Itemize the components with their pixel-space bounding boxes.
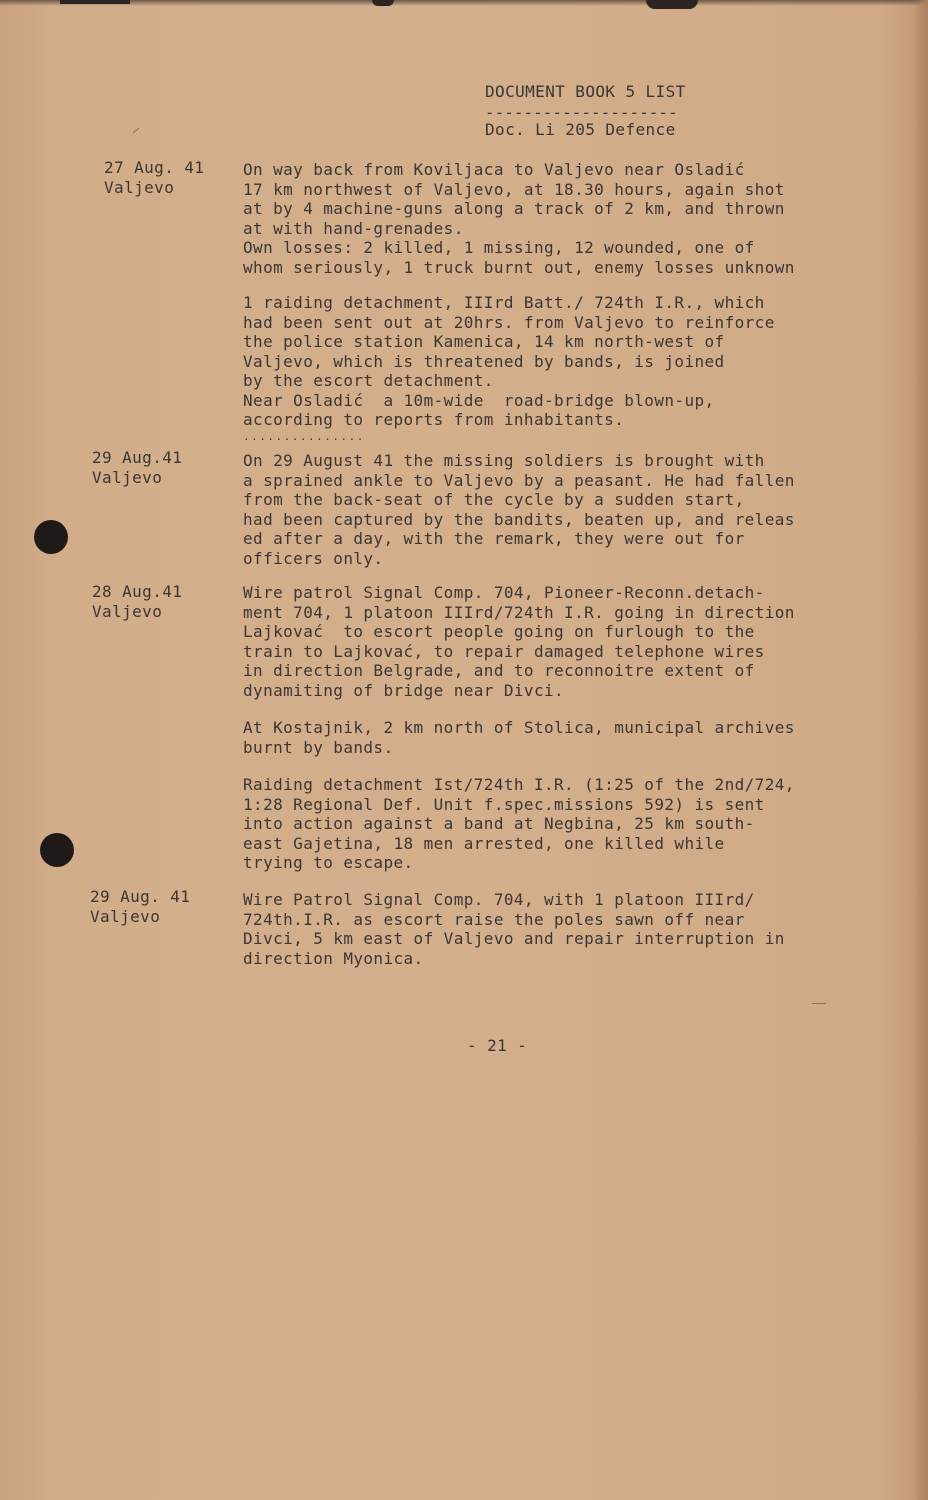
- entry-date: 29 Aug. 41: [90, 887, 191, 906]
- pencil-mark: [133, 128, 140, 134]
- entry-paragraph: On way back from Koviljaca to Valjevo near Osladić 17 km northwest of Valjevo, at 18.30 hours, again shot at by 4 machine-guns along a track of 2 km, and thrown at with hand-grenades. Own losses: 2 killed, 1 missing, 12 wounded, one of whom seriously, 1 truck burnt out, enemy losses unknown: [243, 160, 795, 277]
- entry-paragraph: Wire Patrol Signal Comp. 704, with 1 platoon IIIrd/ 724th.I.R. as escort raise the poles sawn off near Divci, 5 km east of Valjevo and repair interruption in direction Myonica.: [243, 890, 785, 968]
- entry-date: 27 Aug. 41: [104, 158, 205, 177]
- document-title: DOCUMENT BOOK 5 LIST: [485, 82, 686, 101]
- entry-separator: ...............: [243, 430, 365, 443]
- punch-hole-upper: [34, 520, 68, 554]
- binding-mark-center: [372, 0, 394, 6]
- punch-hole-lower: [40, 833, 74, 867]
- top-edge-shadow: [0, 0, 928, 6]
- entry-paragraph: On 29 August 41 the missing soldiers is brought with a sprained ankle to Valjevo by a peasant. He had fallen from the back-seat of the cycle by a sudden start, had been captured by the bandits, beaten up, and releas ed after a day, with the remark, they were out for officers only.: [243, 451, 795, 568]
- entry-paragraph: Wire patrol Signal Comp. 704, Pioneer-Reconn.detach- ment 704, 1 platoon IIIrd/724th I.R. going in direction Lajkovać to escort people going on furlough to the train to Lajkovać, to repair damaged telephone wires in direction Belgrade, and to reconnoitre extent of dynamiting of bridge near Divci.: [243, 583, 795, 700]
- entry-place: Valjevo: [90, 907, 161, 926]
- entry-paragraph: Raiding detachment Ist/724th I.R. (1:25 of the 2nd/724, 1:28 Regional Def. Unit f.spec.missions 592) is sent into action against a band at Negbina, 25 km south- east Gajetina, 18 men arrested, one killed while trying to escape.: [243, 775, 795, 872]
- entry-paragraph: 1 raiding detachment, IIIrd Batt./ 724th I.R., which had been sent out at 20hrs. from Valjevo to reinforce the police station Kamenica, 14 km north-west of Valjevo, which is threatened by bands, is joined by the escort detachment. Near Osladić a 10m-wide road-bridge blown-up, according to reports from inhabitants.: [243, 293, 775, 429]
- entry-paragraph: At Kostajnik, 2 km north of Stolica, municipal archives burnt by bands.: [243, 718, 795, 757]
- entry-place: Valjevo: [92, 602, 163, 621]
- entry-date: 28 Aug.41: [92, 582, 183, 601]
- entry-place: Valjevo: [92, 468, 163, 487]
- binding-mark-left: [60, 0, 130, 4]
- page-number: - 21 -: [467, 1036, 528, 1055]
- right-edge-shadow: [914, 0, 928, 1500]
- entry-place: Valjevo: [104, 178, 175, 197]
- binding-mark-right: [646, 0, 698, 9]
- document-reference: Doc. Li 205 Defence: [485, 120, 676, 139]
- title-underline: --------------------: [485, 103, 678, 122]
- pencil-mark: [812, 1003, 826, 1004]
- entry-date: 29 Aug.41: [92, 448, 183, 467]
